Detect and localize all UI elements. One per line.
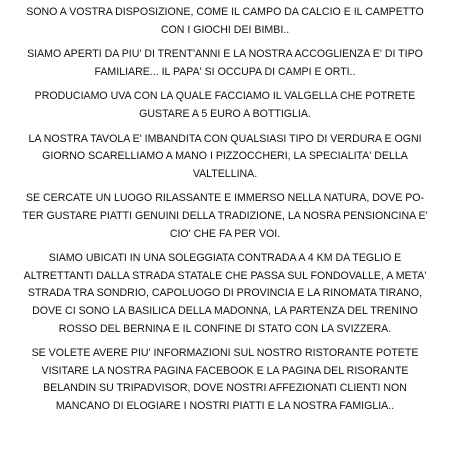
text-line: VALTELLINA.	[192, 167, 258, 180]
paragraph-table	[4, 131, 446, 184]
text-line: TER GUSTARE PIATTI GENUINI DELLA TRADIZIONE, LA NOSRA PENSIONCINA E'	[22, 209, 428, 222]
text-line: SIAMO UBICATI IN UNA SOLEGGIATA CONTRADA A 4 KM DA TEGLIO E	[48, 252, 402, 265]
paragraph-facilities	[4, 4, 446, 39]
text-line: GUSTARE A 5 EURO A BOTTIGLIA.	[139, 107, 311, 120]
text-line: ROSSO DEL BERNINA E IL CONFINE DI STATO CON LA SVIZZERA.	[58, 322, 392, 335]
paragraph-info	[4, 345, 446, 415]
paragraph-wine	[4, 88, 446, 123]
text-line: GIORNO SCARELLIAMO A MANO I PIZZOCCHERI, LA SPECIALITA' DELLA	[42, 150, 408, 163]
text-line: CIO' CHE FA PER VOI.	[169, 227, 281, 240]
text-line: ALTRETTANTI DALLA STRADA STATALE CHE PASSA SUL FONDOVALLE, A META'	[23, 269, 427, 282]
text-line: SE CERCATE UN LUOGO RILASSANTE E IMMERSO NELLA NATURA, DOVE PO-	[25, 192, 425, 205]
text-line: MANCANO DI ELOGIARE I NOSTRI PIATTI E LA NOSTRA FAMIGLIA..	[55, 399, 395, 412]
text-line: VISITARE LA NOSTRA PAGINA FACEBOOK E LA PAGINA DEL RISORANTE	[41, 364, 409, 377]
text-line: FAMILIARE... IL PAPA' SI OCCUPA DI CAMPI E ORTI..	[94, 65, 356, 78]
text-line: SIAMO APERTI DA PIU' DI TRENT'ANNI E LA NOSTRA ACCOGLIENZA E' DI TIPO	[27, 48, 423, 61]
paragraph-location	[4, 250, 446, 338]
text-line: LA NOSTRA TAVOLA E' IMBANDITA CON QUALSIASI TIPO DI VERDURA E OGNI	[28, 132, 422, 145]
paragraph-relax	[4, 190, 446, 243]
text-line: DOVE CI SONO LA BASILICA DELLA MADONNA, LA PARTENZA DEL TRENINO	[32, 304, 418, 317]
text-line: SE VOLETE AVERE PIU' INFORMAZIONI SUL NOSTRO RISTORANTE POTETE	[31, 347, 419, 360]
text-line: BELANDIN SU TRIPADVISOR, DOVE NOSTRI AFFEZIONATI CLIENTI NON	[43, 382, 407, 395]
text-line: CON I GIOCHI DEI BIMBI..	[160, 23, 290, 36]
paragraph-history	[4, 46, 446, 81]
text-line: SONO A VOSTRA DISPOSIZIONE, COME IL CAMPO DA CALCIO E IL CAMPETTO	[26, 6, 424, 18]
text-line: STRADA TRA SONDRIO, CAPOLUOGO DI PROVINCIA E LA RINOMATA TIRANO,	[27, 287, 423, 300]
text-line: PRODUCIAMO UVA CON LA QUALE FACCIAMO IL VALGELLA CHE POTRETE	[34, 90, 416, 103]
